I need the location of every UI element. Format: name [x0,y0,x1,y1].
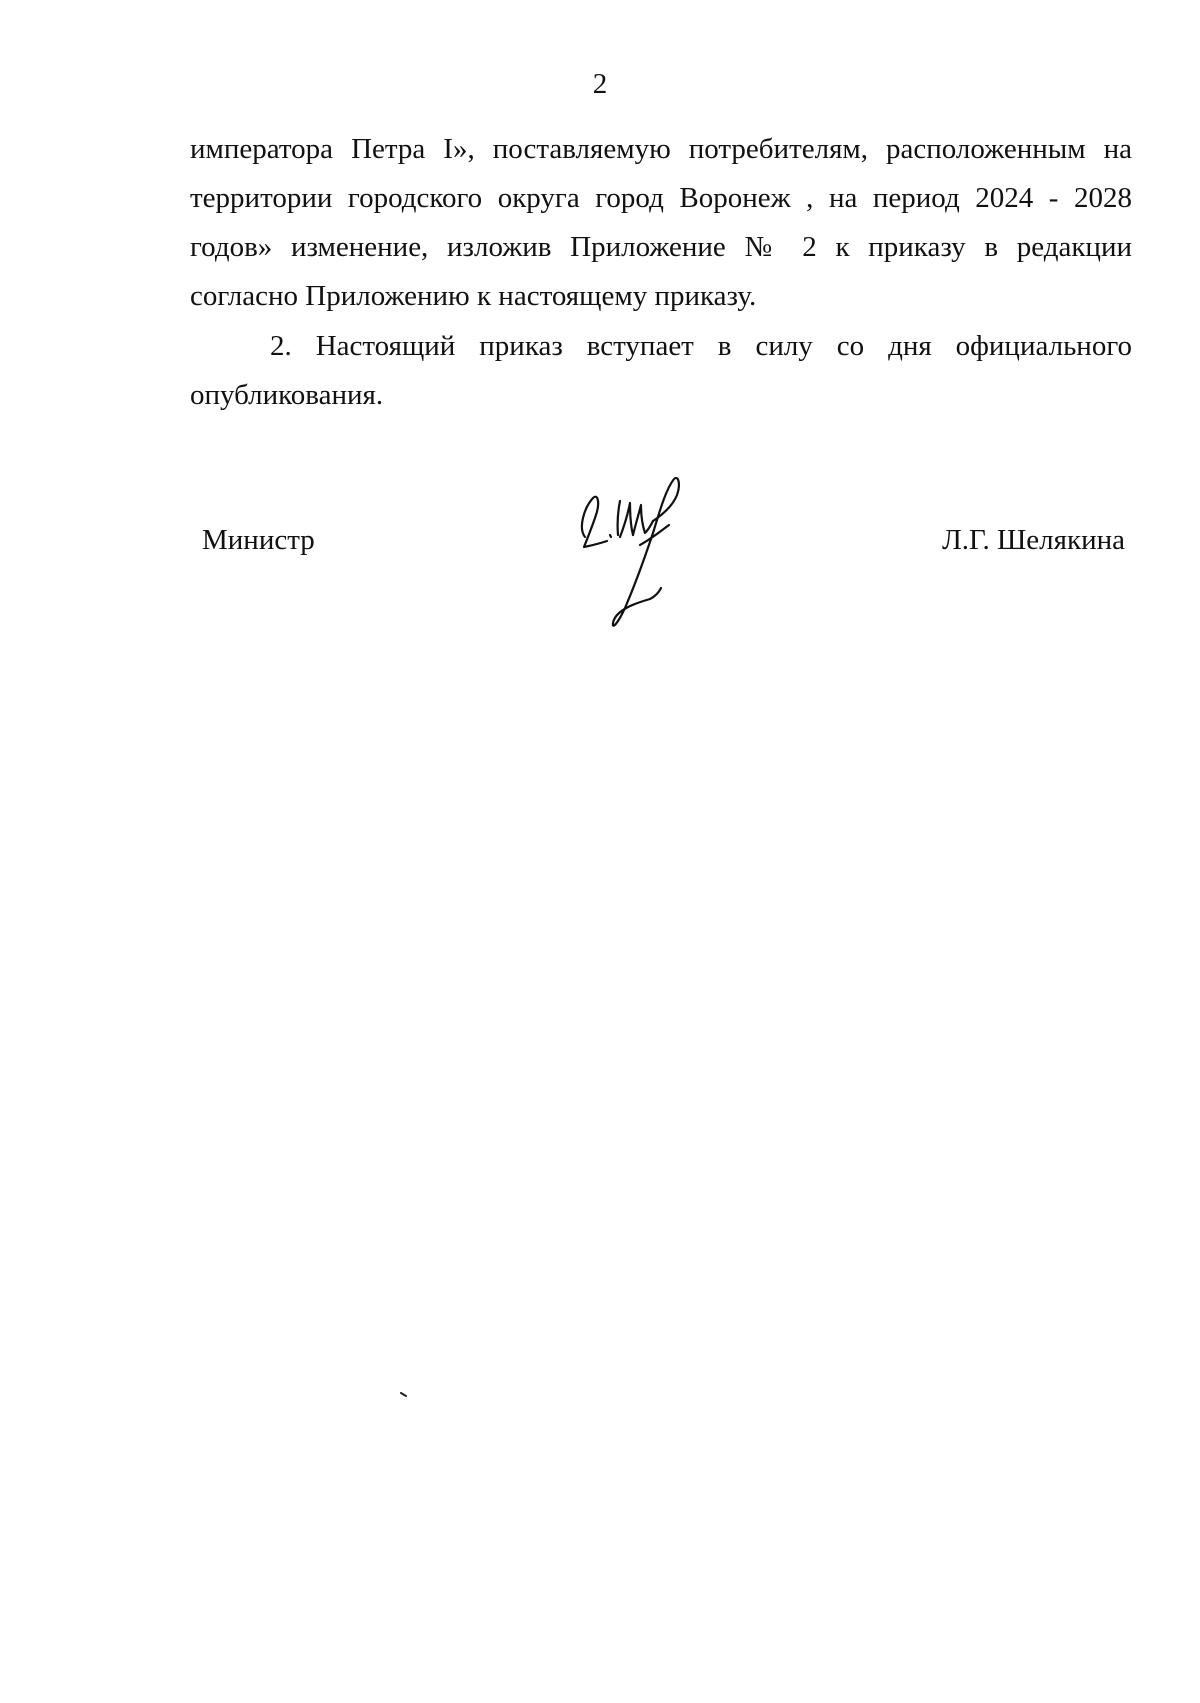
paragraph-amendment-continuation: императора Петра I», поставляемую потребителям, расположенным на территории городского округа город Воронеж , на период 2024 - 2028 годов» изменение, изложив Приложение № 2 к приказу в редакции согласно Приложению к настоящему приказу. [190,133,1132,312]
handwritten-signature [565,465,715,635]
signatory-name: Л.Г. Шелякина [942,524,1125,556]
paragraph-effective-date: 2. Настоящий приказ вступает в силу со дня официального опубликования. [190,330,1132,411]
scan-artifact-speck [400,1392,407,1397]
signatory-position-title: Министр [202,524,315,556]
page-number: 2 [592,68,608,100]
